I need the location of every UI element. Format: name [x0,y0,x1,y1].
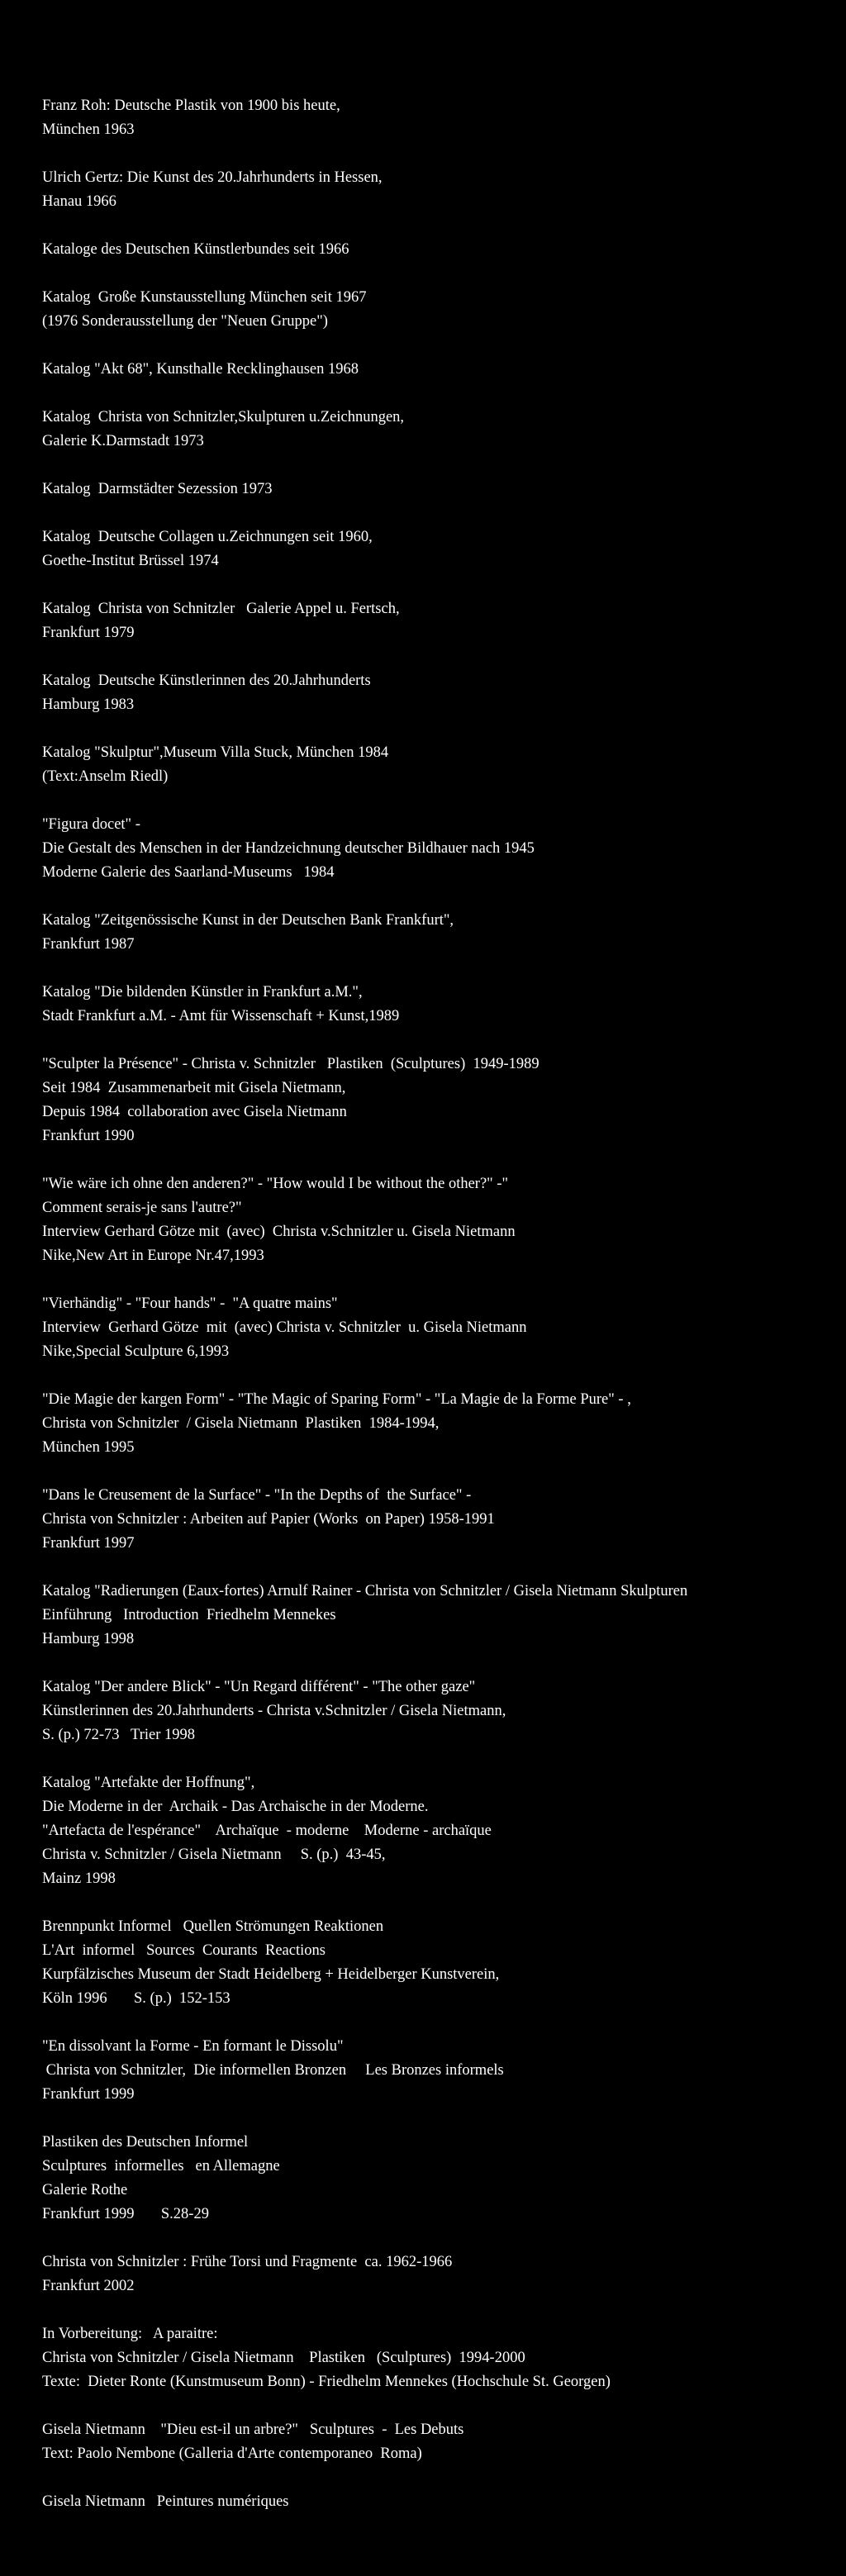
entry-line: Goethe-Institut Brüssel 1974 [42,553,219,569]
entry-line: Katalog Deutsche Künstlerinnen des 20.Jahrhunderts [42,673,371,689]
entry-line: Galerie K.Darmstadt 1973 [42,433,204,449]
entry-line: Sculptures informelles en Allemagne [42,2158,280,2174]
entry-line: Christa von Schnitzler / Gisela Nietmann Plastiken 1984-1994, [42,1415,440,1432]
bibliography-entry [42,525,835,573]
bibliography-entry [42,741,835,789]
entry-line: München 1963 [42,121,135,138]
entry-line: Frankfurt 1979 [42,625,135,641]
entry-line: Köln 1996 S. (p.) 152-153 [42,1990,231,2007]
bibliography-entry [42,1771,835,1891]
entry-line: Frankfurt 1999 [42,2086,135,2103]
bibliography-entry [42,1172,835,1268]
entry-line: Katalog "Die bildenden Künstler in Frankfurt a.M.", [42,984,363,1000]
bibliography-entry [42,1484,835,1556]
bibliography-entry [42,1580,835,1652]
bibliography-entry [42,669,835,717]
entry-line: (Text:Anselm Riedl) [42,768,169,785]
entry-line: Moderne Galerie des Saarland-Museums 1984 [42,864,335,881]
bibliography-entry [42,1915,835,2011]
entry-line: Stadt Frankfurt a.M. - Amt für Wissenschaft + Kunst,1989 [42,1008,400,1024]
entry-line: S. (p.) 72-73 Trier 1998 [42,1727,196,1743]
entry-line: Frankfurt 1990 [42,1128,135,1144]
bibliography-entry [42,2418,835,2466]
entry-line: Christa von Schnitzler / Gisela Nietmann Plastiken (Sculptures) 1994-2000 [42,2350,525,2366]
entry-line: "Die Magie der kargen Form" - "The Magic of Sparing Form" - "La Magie de la Forme Pure" - , [42,1391,631,1408]
entry-line: (1976 Sonderausstellung der "Neuen Gruppe") [42,313,328,330]
entry-line: Brennpunkt Informel Quellen Strömungen Reaktionen [42,1918,384,1935]
entry-line: Katalog Große Kunstausstellung München seit 1967 [42,289,367,306]
entry-line: Katalog Deutsche Collagen u.Zeichnungen seit 1960, [42,529,373,545]
entry-line: Text: Paolo Nembone (Galleria d'Arte contemporaneo Roma) [42,2445,422,2462]
bibliography-entry [42,2322,835,2394]
entry-line: "Figura docet" - [42,816,140,833]
entry-line: Katalog Darmstädter Sezession 1973 [42,481,273,497]
entry-line: Christa von Schnitzler : Arbeiten auf Papier (Works on Paper) 1958-1991 [42,1511,495,1528]
entry-line: Frankfurt 1999 S.28-29 [42,2206,209,2222]
bibliography-entry [42,909,835,957]
bibliography-entry [42,238,835,262]
entry-line: Galerie Rothe [42,2182,128,2198]
bibliography-entry [42,406,835,454]
bibliography-entry [42,1388,835,1460]
entry-line: Christa v. Schnitzler / Gisela Nietmann S. (p.) 43-45, [42,1846,386,1863]
entry-line: Katalog "Artefakte der Hoffnung", [42,1775,255,1791]
bibliography-entry [42,94,835,142]
bibliography-entry [42,2131,835,2227]
entry-line: Frankfurt 2002 [42,2278,135,2294]
bibliography-entry [42,1675,835,1747]
entry-line: Plastiken des Deutschen Informel [42,2134,249,2151]
entry-line: Die Gestalt des Menschen in der Handzeichnung deutscher Bildhauer nach 1945 [42,840,535,857]
bibliography-entry [42,2035,835,2107]
bibliography-entry [42,358,835,382]
bibliography-list [42,94,835,2538]
entry-line: L'Art informel Sources Courants Reactions [42,1942,326,1959]
entry-line: Comment serais-je sans l'autre?" [42,1200,242,1216]
entry-line: Christa von Schnitzler : Frühe Torsi und Fragmente ca. 1962-1966 [42,2254,453,2270]
entry-line: Katalog "Skulptur",Museum Villa Stuck, München 1984 [42,744,389,761]
entry-line: Gisela Nietmann "Dieu est-il un arbre?" Sculptures - Les Debuts [42,2422,464,2438]
entry-line: Hamburg 1983 [42,696,135,713]
entry-line: Ulrich Gertz: Die Kunst des 20.Jahrhunderts in Hessen, [42,169,383,186]
bibliography-entry [42,2250,835,2298]
bibliography-entry [42,1053,835,1148]
entry-line: "Artefacta de l'espérance" Archaïque - moderne Moderne - archaïque [42,1823,492,1839]
entry-line: "Vierhändig" - "Four hands" - "A quatre mains" [42,1295,338,1312]
entry-line: Franz Roh: Deutsche Plastik von 1900 bis heute, [42,97,340,114]
entry-line: München 1995 [42,1439,135,1456]
entry-line: Kataloge des Deutschen Künstlerbundes seit 1966 [42,241,349,258]
entry-line: Künstlerinnen des 20.Jahrhunderts - Christa v.Schnitzler / Gisela Nietmann, [42,1703,506,1719]
entry-line: Frankfurt 1997 [42,1535,135,1552]
bibliography-entry [42,1292,835,1364]
entry-line: "Wie wäre ich ohne den anderen?" - "How would I be without the other?" -" [42,1176,509,1192]
entry-line: Katalog Christa von Schnitzler Galerie Appel u. Fertsch, [42,601,400,617]
bibliography-entry [42,478,835,501]
bibliography-entry [42,2490,835,2514]
entry-line: Frankfurt 1987 [42,936,135,953]
entry-line: "Sculpter la Présence" - Christa v. Schnitzler Plastiken (Sculptures) 1949-1989 [42,1056,539,1072]
entry-line: Die Moderne in der Archaik - Das Archaische in der Moderne. [42,1799,429,1815]
entry-line: Katalog "Radierungen (Eaux-fortes) Arnulf Rainer - Christa von Schnitzler / Gisela Nietmann Skulpturen [42,1583,688,1599]
entry-line: Hamburg 1998 [42,1631,135,1647]
entry-line: Katalog "Der andere Blick" - "Un Regard différent" - "The other gaze" [42,1679,476,1695]
entry-line: Katalog Christa von Schnitzler,Skulpturen u.Zeichnungen, [42,409,405,425]
entry-line: Kurpfälzisches Museum der Stadt Heidelberg + Heidelberger Kunstverein, [42,1966,500,1983]
entry-line: Nike,New Art in Europe Nr.47,1993 [42,1248,264,1264]
entry-line: "En dissolvant la Forme - En formant le Dissolu" [42,2038,344,2055]
entry-line: Depuis 1984 collaboration avec Gisela Nietmann [42,1104,347,1120]
entry-line: Interview Gerhard Götze mit (avec) Christa v. Schnitzler u. Gisela Nietmann [42,1319,527,1336]
bibliography-entry [42,813,835,885]
entry-line: Katalog "Akt 68", Kunsthalle Recklinghausen 1968 [42,361,359,378]
bibliography-entry [42,981,835,1029]
entry-line: Christa von Schnitzler, Die informellen Bronzen Les Bronzes informels [42,2062,504,2079]
entry-line: Katalog "Zeitgenössische Kunst in der Deutschen Bank Frankfurt", [42,912,454,929]
entry-line: Gisela Nietmann Peintures numériques [42,2493,289,2510]
bibliography-entry [42,166,835,214]
bibliography-entry [42,286,835,334]
bibliography-entry [42,597,835,645]
entry-line: Hanau 1966 [42,193,116,210]
entry-line: Seit 1984 Zusammenarbeit mit Gisela Nietmann, [42,1080,346,1096]
entry-line: Einführung Introduction Friedhelm Mennekes [42,1607,336,1623]
entry-line: Interview Gerhard Götze mit (avec) Christa v.Schnitzler u. Gisela Nietmann [42,1224,516,1240]
entry-line: Texte: Dieter Ronte (Kunstmuseum Bonn) - Friedhelm Mennekes (Hochschule St. Georgen) [42,2374,611,2390]
entry-line: Nike,Special Sculpture 6,1993 [42,1343,230,1360]
entry-line: In Vorbereitung: A paraitre: [42,2326,218,2342]
entry-line: "Dans le Creusement de la Surface" - "In the Depths of the Surface" - [42,1487,472,1504]
entry-line: Mainz 1998 [42,1870,116,1887]
